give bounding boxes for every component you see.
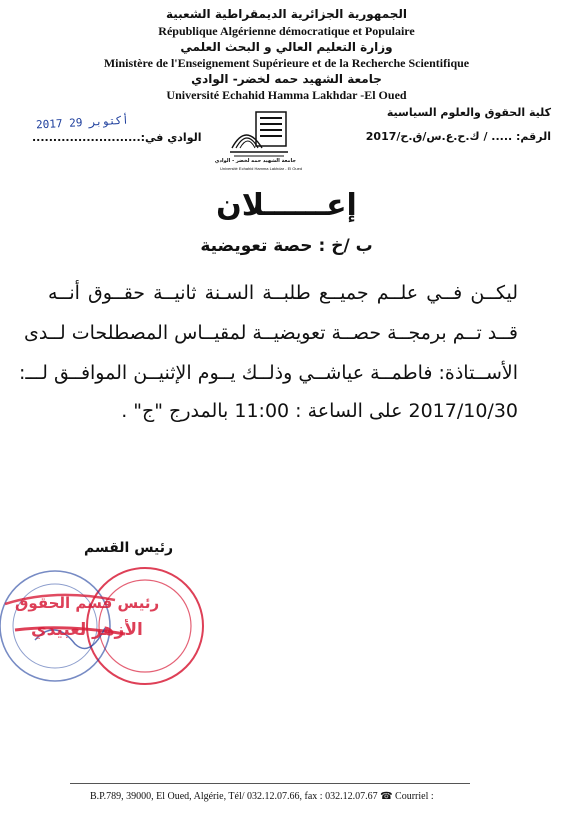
faculty-name: كلية الحقوق والعلوم السياسية [386,106,551,119]
republic-arabic: الجمهورية الجزائرية الديمقراطية الشعبية [165,7,408,21]
republic-french: République Algérienne démocratique et Populaire [158,24,415,38]
announcement-subject: ب /خ : حصة تعويضية [200,236,373,256]
university-logo [214,108,303,176]
logo-caption-french: Université Echahid Hamma Lakhdar - El Oued [220,166,303,171]
logo-caption-arabic: جامعة الشهيد حمه لخضر - الوادي [214,158,296,164]
announcement-title: إعــــــلان [216,188,357,223]
place-date: الوادي في:.......................... [32,131,202,144]
university-logo-icon [228,108,290,160]
footer-divider [70,783,470,784]
official-stamp [0,548,215,698]
body-line-4: 2017/10/30 على الساعة : 11:00 بالمدرج "ج" . [121,400,518,422]
university-french: Université Echahid Hamma Lakhdar -El Oued [166,88,407,102]
stamp-name: الأزهر لعبيدي [31,620,143,640]
university-arabic: جامعة الشهيد حمه لخضر- الوادي [191,72,382,86]
date-stamp: 2017 أكتوبر 29 [35,113,130,132]
body-line-2: قــد تــم برمجــة حصــة تعويضيــة لمقيــاس المصطلحات لــدى [23,322,518,344]
ministry-arabic: وزارة التعليم العالي و البحث العلمي [180,40,393,54]
ministry-french: Ministère de l'Enseignement Supérieure et de la Recherche Scientifique [103,56,470,70]
body-line-1: ليكــن فــي علــم جميــع طلبــة السـنة ثانيــة حقــوق أنــه [48,282,518,304]
signature-label: رئيس القسم [84,540,174,556]
stamp-title: رئيس قسم الحقوق [15,594,160,612]
body-line-3: الأســتاذة: فاطمــة عياشــي وذلــك يــوم الإثنيــن الموافــق لـــ: [19,362,518,384]
footer-address: B.P.789, 39000, El Oued, Algérie, Tél/ 032.12.07.66, fax : 032.12.07.67 ☎ Courriel : [90,791,434,802]
reference-number: الرقم: ..... / ك.ح.ع.س/ق.ح/2017 [365,130,551,143]
